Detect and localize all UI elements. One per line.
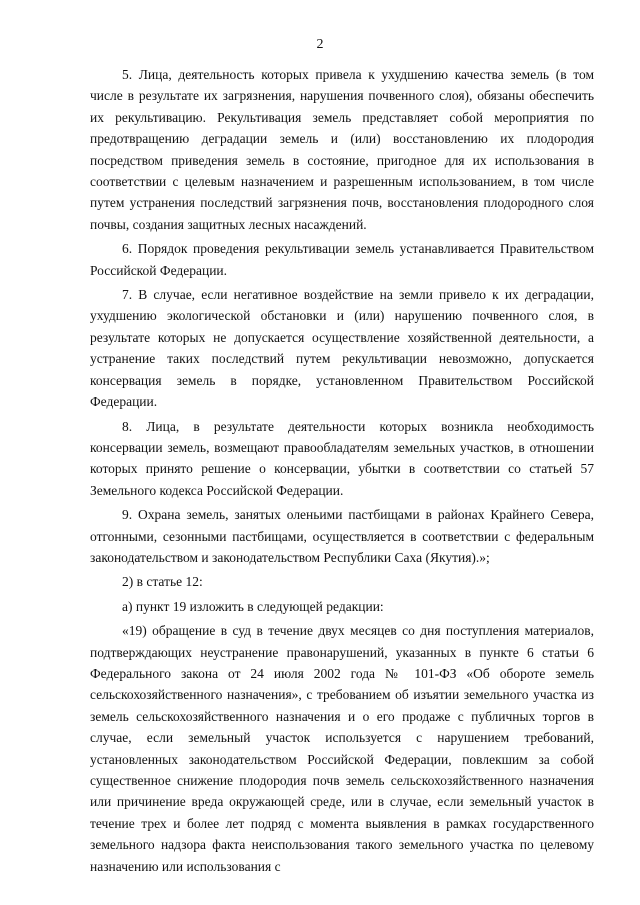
paragraph-subitem-a: а) пункт 19 изложить в следующей редакции: xyxy=(122,598,384,614)
paragraph-item-5: 5. Лица, деятельность которых привела к ухудшению качества земель (в том числе в результате их загрязнения, нарушения почвенного слоя), обязаны обеспечить их рекультивацию. Рекультивация земель представляет собой мероприятия по предотвращению деградации земель и (или) восстановлению их плодородия посредством приведения земель в состояние, пригодное для их использования в соответствии с целевым назначением и разрешенным использованием, в том числе путем устранения последствий загрязнения почв, восстановления плодородного слоя почвы, создания защитных лесных насаждений. xyxy=(90,67,594,232)
paragraph-article-12: 2) в статье 12: xyxy=(122,574,203,590)
paragraph-item-6: 6. Порядок проведения рекультивации земель устанавливается Правительством Российской Федерации. xyxy=(90,241,594,278)
paragraph-item-19: «19) обращение в суд в течение двух месяцев со дня поступления материалов, подтверждающих неустранение правонарушений, указанных в пункте 6 статьи 6 Федерального закона от 24 июля 2002 года № 101-ФЗ «Об обороте земель сельскохозяйственного назначения», с требованием об изъятии земельного участка из земель сельскохозяйственного назначения и о его продаже с публичных торгов в случае, если земельный участок используется с нарушением требований, установленных законодательством Российской Федерации, повлекшим за собой существенное снижение плодородия почв земель сельскохозяйственного назначения или причинение вреда окружающей среде, или в случае, если земельный участок в течение трех и более лет подряд с момента выявления в рамках государственного земельного надзора факта неиспользования такого земельного участка по целевому назначению или использования с xyxy=(90,623,594,874)
paragraph-item-9: 9. Охрана земель, занятых оленьими пастбищами в районах Крайнего Севера, отгонными, сезонными пастбищами, осуществляется в соответствии с федеральным законодательством и законодательством Республики Саха (Якутия).»; xyxy=(90,507,594,565)
document-body xyxy=(90,64,594,880)
paragraph-item-8: 8. Лица, в результате деятельности которых возникла необходимость консервации земель, возмещают правообладателям земельных участков, в отношении которых принято решение о консервации, убытки в соответствии со статьей 57 Земельного кодекса Российской Федерации. xyxy=(90,418,594,498)
page-number: 2 xyxy=(316,37,324,52)
paragraph-item-7: 7. В случае, если негативное воздействие на земли привело к их деградации, ухудшению экологической обстановки и (или) нарушению почвенного слоя, в результате которых не допускается осуществление хозяйственной деятельности, а устранение таких последствий путем рекультивации невозможно, допускается консервация земель в порядке, установленном Правительством Российской Федерации. xyxy=(90,287,594,410)
